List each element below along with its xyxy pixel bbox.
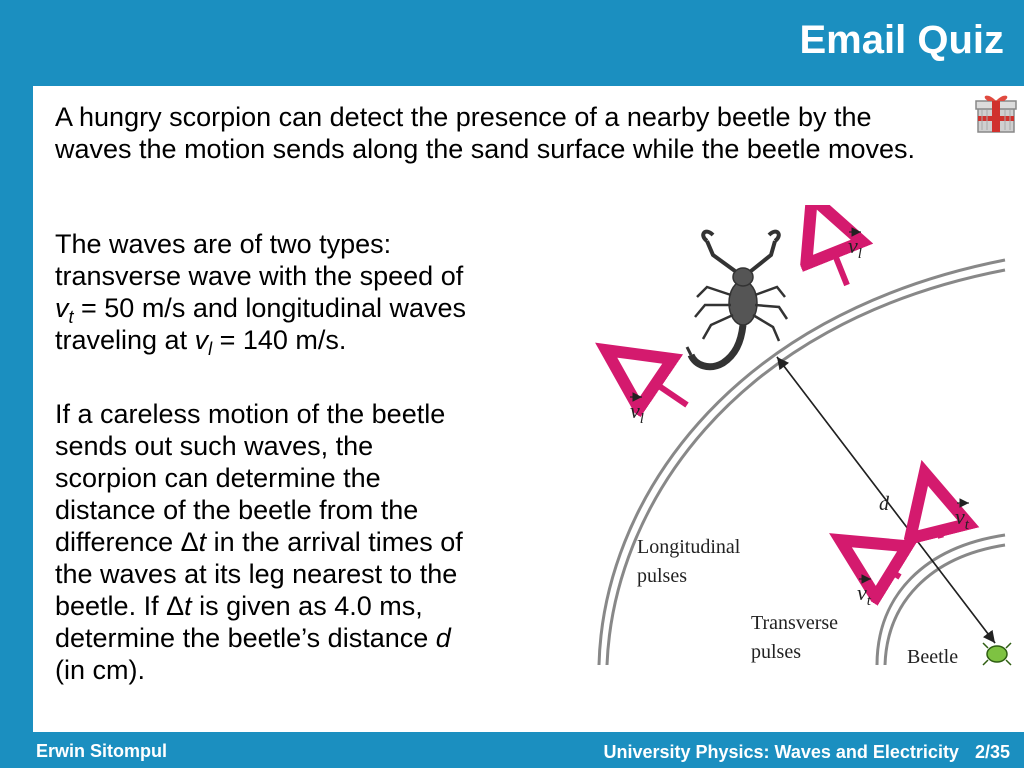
types-line-4 xyxy=(55,325,347,359)
delta-t-symbol: t xyxy=(198,527,207,557)
vt-subscript: t xyxy=(68,307,74,327)
slide-title: Email Quiz xyxy=(799,18,1004,62)
scorpion-icon xyxy=(687,232,787,367)
distance-label: d xyxy=(879,493,889,515)
footer-author: Erwin Sitompul xyxy=(36,741,168,761)
svg-text:vl: $v_l$ xyxy=(848,233,862,262)
method-line-5-post: in the arrival times of xyxy=(206,527,463,557)
wave-figure xyxy=(595,205,1024,670)
beetle-label: Beetle xyxy=(907,646,959,668)
vt-arrow-left xyxy=(866,556,900,577)
types-line-4-pre: traveling at xyxy=(55,325,195,355)
method-line-2: sends out such waves, the xyxy=(55,431,374,461)
method-line-7 xyxy=(55,591,423,621)
svg-text:vl: $v_l$ xyxy=(630,398,644,427)
footer-course xyxy=(587,740,1010,764)
vl-value: = 140 m/s. xyxy=(212,325,347,355)
vt-value: = 50 m/s and longitudinal waves xyxy=(73,293,467,323)
footer-page-number: 2/35 xyxy=(974,742,1010,762)
method-line-7-post: is given as 4.0 ms, xyxy=(191,591,423,621)
method-line-4: distance of the beetle from the xyxy=(55,495,419,525)
gift-icon[interactable] xyxy=(974,90,1018,134)
longitudinal-label-1: Longitudinal xyxy=(637,536,741,558)
delta-t-symbol-2: t xyxy=(184,591,192,621)
types-line-1: The waves are of two types: xyxy=(55,229,392,259)
longitudinal-label-2: pulses xyxy=(637,565,687,587)
footer-course-title: University Physics: Waves and Electricity xyxy=(603,742,959,762)
method-line-6: the waves at its leg nearest to the xyxy=(55,559,458,589)
distance-d-symbol: d xyxy=(435,623,451,653)
method-paragraph xyxy=(55,398,595,686)
vl-label-top xyxy=(848,232,862,262)
vt-arrow-top xyxy=(932,502,941,538)
method-line-5 xyxy=(55,527,463,557)
vt-symbol: v xyxy=(55,293,69,323)
method-line-7-pre: beetle. If Δ xyxy=(55,591,185,621)
vt-label-top xyxy=(955,503,970,533)
vl-subscript: l xyxy=(208,339,213,359)
longitudinal-wavefront-outer xyxy=(599,260,1005,665)
types-line-3 xyxy=(55,293,467,327)
method-line-3: scorpion can determine the xyxy=(55,463,381,493)
vl-symbol: v xyxy=(194,325,209,355)
svg-text:vt: $v_t$ xyxy=(955,504,969,533)
method-line-5-pre: difference Δ xyxy=(55,527,199,557)
beetle-icon xyxy=(983,643,1011,665)
method-line-1: If a careless motion of the beetle xyxy=(55,399,446,429)
method-line-9: (in cm). xyxy=(55,655,145,685)
vl-arrow-top xyxy=(823,225,847,285)
vl-label-left xyxy=(630,397,644,427)
vt-label-left xyxy=(857,579,872,609)
longitudinal-wavefront-inner xyxy=(607,270,1005,665)
method-line-8 xyxy=(55,623,451,653)
types-line-2: transverse wave with the speed of xyxy=(55,261,464,291)
transverse-label-2: pulses xyxy=(751,641,801,663)
svg-text:vt: $v_t$ xyxy=(857,580,871,609)
intro-paragraph: A hungry scorpion can detect the presence of a nearby beetle by the waves the motion sends along the sand surface while the beetle moves. xyxy=(55,102,916,164)
transverse-label-1: Transverse xyxy=(751,612,839,634)
wave-types-paragraph xyxy=(55,228,595,359)
method-line-8-pre: determine the beetle’s distance xyxy=(55,623,436,653)
